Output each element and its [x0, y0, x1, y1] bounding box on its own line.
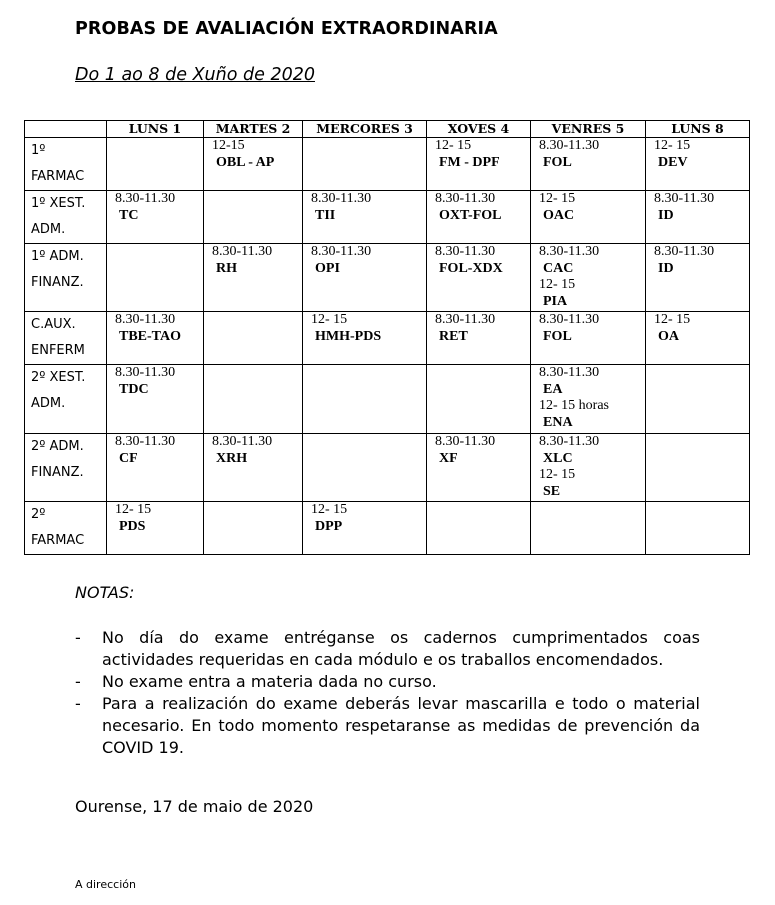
exam-subject: TBE-TAO	[119, 329, 181, 344]
schedule-cell	[204, 138, 303, 191]
exam-entry	[654, 244, 749, 277]
exam-subject: RET	[439, 329, 468, 344]
exam-time: 8.30-11.30	[654, 244, 715, 259]
exam-entry	[435, 244, 530, 277]
note-item: - Para a realización do exame deberás levar mascarilla e todo o material necesario. En todo momento respetaranse as medidas de prevención da COVID 19.	[75, 694, 700, 757]
table-header-row	[25, 121, 750, 138]
course-label: 1º XEST. ADM.	[25, 191, 107, 244]
schedule-cell	[531, 312, 646, 365]
exam-subject: OPI	[315, 261, 340, 276]
schedule-cell	[531, 502, 646, 555]
exam-time: 8.30-11.30	[435, 191, 496, 206]
exam-time: 8.30-11.30	[115, 365, 176, 380]
exam-entry	[311, 312, 426, 345]
exam-subject: ID	[658, 261, 674, 276]
exam-entry	[539, 312, 645, 345]
exam-subject: OAC	[543, 208, 575, 223]
exam-time: 8.30-11.30	[435, 312, 496, 327]
table-row	[25, 502, 750, 555]
exam-schedule-table	[24, 120, 750, 555]
table-row	[25, 434, 750, 502]
document-subtitle: Do 1 ao 8 de Xuño de 2020	[75, 65, 315, 85]
schedule-cell	[427, 244, 531, 312]
exam-entry	[539, 365, 645, 398]
document-title: PROBAS DE AVALIACIÓN EXTRAORDINARIA	[75, 19, 498, 39]
exam-subject: OBL - AP	[216, 155, 275, 170]
exam-subject: TDC	[119, 382, 149, 397]
schedule-cell	[303, 434, 427, 502]
exam-entry	[435, 312, 530, 345]
schedule-cell	[204, 365, 303, 434]
exam-entry	[212, 244, 302, 277]
schedule-cell	[427, 312, 531, 365]
exam-time: 8.30-11.30	[115, 312, 176, 327]
schedule-cell	[646, 502, 750, 555]
exam-time: 12- 15	[539, 467, 576, 482]
exam-subject: FOL-XDX	[439, 261, 503, 276]
table-row	[25, 244, 750, 312]
exam-subject: XRH	[216, 451, 248, 466]
exam-subject: FOL	[543, 329, 572, 344]
course-label: 2º ADM. FINANZ.	[25, 434, 107, 502]
day-header: LUNS 8	[646, 121, 750, 138]
schedule-cell	[531, 138, 646, 191]
exam-entry	[435, 138, 530, 171]
exam-subject: ID	[658, 208, 674, 223]
course-label: 1º ADM. FINANZ.	[25, 244, 107, 312]
exam-time: 8.30-11.30	[539, 244, 600, 259]
schedule-cell	[427, 365, 531, 434]
schedule-cell	[427, 138, 531, 191]
schedule-cell	[427, 434, 531, 502]
exam-entry	[212, 434, 302, 467]
exam-time: 8.30-11.30	[435, 434, 496, 449]
exam-entry	[539, 467, 645, 500]
schedule-cell	[646, 434, 750, 502]
exam-subject: CF	[119, 451, 138, 466]
day-header: MARTES 2	[204, 121, 303, 138]
schedule-cell	[646, 191, 750, 244]
exam-subject: TII	[315, 208, 336, 223]
exam-entry	[115, 191, 203, 224]
exam-entry	[539, 244, 645, 277]
note-text: No día do exame entréganse os cadernos cumprimentados coas actividades requeridas en cada módulo e os traballos encomendados.	[102, 628, 700, 669]
schedule-cell	[303, 191, 427, 244]
exam-entry	[311, 244, 426, 277]
exam-time: 8.30-11.30	[311, 191, 372, 206]
exam-time: 12- 15	[311, 312, 348, 327]
exam-time: 8.30-11.30	[115, 434, 176, 449]
exam-time: 8.30-11.30	[654, 191, 715, 206]
schedule-cell	[427, 191, 531, 244]
schedule-cell	[204, 312, 303, 365]
header-corner	[25, 121, 107, 138]
notes-heading: NOTAS:	[75, 583, 135, 602]
exam-time: 12- 15	[539, 277, 576, 292]
course-label: 1º FARMAC	[25, 138, 107, 191]
exam-subject: ENA	[543, 415, 573, 430]
exam-subject: HMH-PDS	[315, 329, 382, 344]
exam-subject: TC	[119, 208, 139, 223]
exam-subject: XLC	[543, 451, 573, 466]
schedule-cell	[303, 312, 427, 365]
exam-entry	[539, 138, 645, 171]
exam-subject: RH	[216, 261, 237, 276]
exam-time: 12- 15	[115, 502, 152, 517]
schedule-cell	[107, 138, 204, 191]
exam-entry	[115, 312, 203, 345]
exam-entry	[115, 434, 203, 467]
schedule-cell	[204, 434, 303, 502]
schedule-cell	[204, 244, 303, 312]
schedule-cell	[107, 191, 204, 244]
exam-subject: EA	[543, 382, 563, 397]
exam-subject: FM - DPF	[439, 155, 500, 170]
exam-entry	[539, 434, 645, 467]
course-label: 2º FARMAC	[25, 502, 107, 555]
schedule-cell	[107, 502, 204, 555]
exam-subject: FOL	[543, 155, 572, 170]
exam-time: 8.30-11.30	[435, 244, 496, 259]
exam-time: 12- 15	[311, 502, 348, 517]
note-item: - No exame entra a materia dada no curso.	[75, 672, 437, 691]
exam-entry	[539, 191, 645, 224]
schedule-cell	[107, 312, 204, 365]
table-row	[25, 365, 750, 434]
exam-time: 8.30-11.30	[311, 244, 372, 259]
schedule-cell	[204, 191, 303, 244]
day-header: LUNS 1	[107, 121, 204, 138]
exam-entry	[435, 434, 530, 467]
exam-entry	[115, 502, 203, 535]
table-row	[25, 191, 750, 244]
exam-subject: OA	[658, 329, 679, 344]
exam-time: 12- 15	[539, 191, 576, 206]
exam-entry	[212, 138, 302, 171]
schedule-cell	[427, 502, 531, 555]
schedule-cell	[303, 365, 427, 434]
schedule-cell	[531, 434, 646, 502]
exam-time: 8.30-11.30	[212, 434, 273, 449]
exam-time: 8.30-11.30	[212, 244, 273, 259]
schedule-cell	[303, 502, 427, 555]
table-row	[25, 312, 750, 365]
schedule-cell	[531, 365, 646, 434]
notes-list	[75, 627, 700, 759]
schedule-cell	[204, 502, 303, 555]
note-item: - No día do exame entréganse os cadernos cumprimentados coas actividades requeridas en cada módulo e os traballos encomendados.	[75, 628, 700, 669]
exam-time: 12- 15 horas	[539, 398, 609, 413]
day-header: MERCORES 3	[303, 121, 427, 138]
exam-entry	[654, 138, 749, 171]
note-text: No exame entra a materia dada no curso.	[102, 672, 437, 691]
schedule-cell	[646, 138, 750, 191]
exam-entry	[654, 312, 749, 345]
signature: A dirección	[75, 878, 136, 891]
course-label: C.AUX. ENFERM	[25, 312, 107, 365]
exam-subject: PIA	[543, 294, 568, 309]
schedule-cell	[531, 244, 646, 312]
exam-subject: CAC	[543, 261, 574, 276]
schedule-cell	[531, 191, 646, 244]
exam-subject: PDS	[119, 519, 146, 534]
schedule-cell	[107, 244, 204, 312]
schedule-cell	[646, 365, 750, 434]
exam-subject: DEV	[658, 155, 688, 170]
exam-time: 12- 15	[654, 312, 691, 327]
exam-time: 8.30-11.30	[539, 434, 600, 449]
day-header: VENRES 5	[531, 121, 646, 138]
exam-subject: XF	[439, 451, 458, 466]
course-label: 2º XEST. ADM.	[25, 365, 107, 434]
exam-time: 8.30-11.30	[539, 138, 600, 153]
exam-time: 8.30-11.30	[539, 312, 600, 327]
table-row	[25, 138, 750, 191]
place-and-date: Ourense, 17 de maio de 2020	[75, 797, 314, 816]
exam-entry	[654, 191, 749, 224]
exam-time: 8.30-11.30	[115, 191, 176, 206]
exam-subject: SE	[543, 484, 561, 499]
schedule-cell	[107, 365, 204, 434]
exam-subject: OXT-FOL	[439, 208, 502, 223]
note-text: Para a realización do exame deberás levar mascarilla e todo o material necesario. En todo momento respetaranse as medidas de prevención da COVID 19.	[102, 694, 700, 757]
exam-subject: DPP	[315, 519, 343, 534]
exam-entry	[311, 502, 426, 535]
exam-entry	[539, 398, 645, 431]
exam-entry	[311, 191, 426, 224]
exam-time: 8.30-11.30	[539, 365, 600, 380]
exam-entry	[115, 365, 203, 398]
schedule-cell	[107, 434, 204, 502]
exam-entry	[539, 277, 645, 310]
schedule-cell	[646, 312, 750, 365]
exam-time: 12- 15	[435, 138, 472, 153]
exam-entry	[435, 191, 530, 224]
schedule-cell	[303, 244, 427, 312]
schedule-cell	[303, 138, 427, 191]
exam-time: 12- 15	[654, 138, 691, 153]
day-header: XOVES 4	[427, 121, 531, 138]
schedule-cell	[646, 244, 750, 312]
exam-time: 12-15	[212, 138, 245, 153]
